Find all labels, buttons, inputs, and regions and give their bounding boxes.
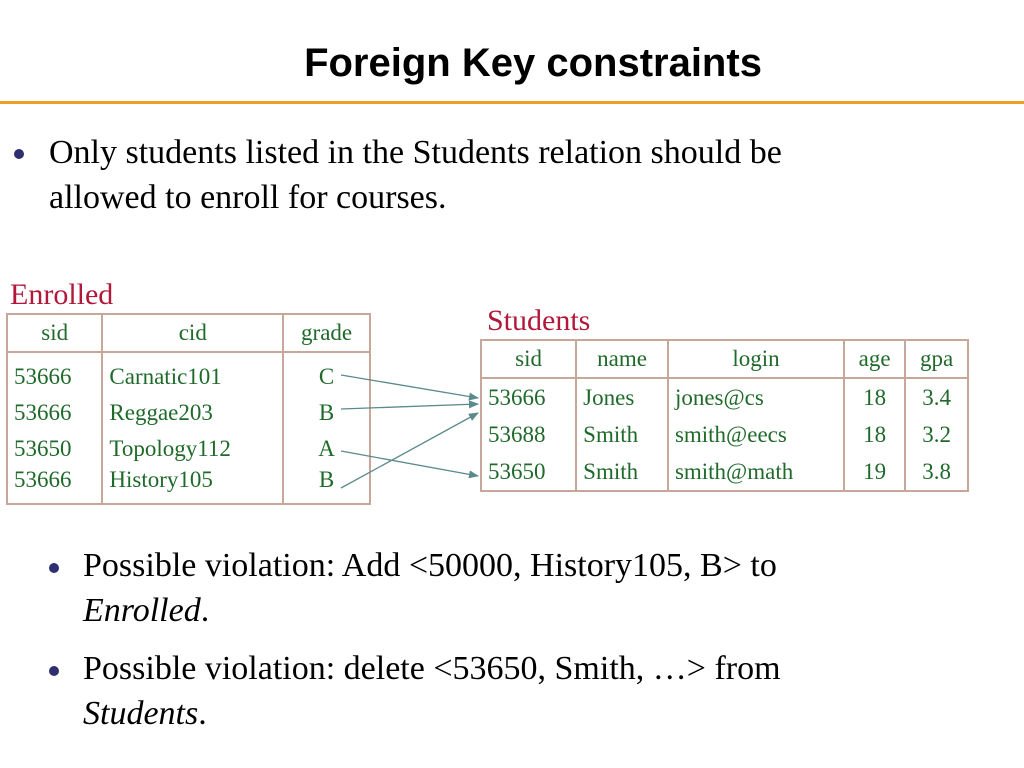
violation-2-tail: . <box>198 695 207 732</box>
students-age: 18 <box>844 378 905 416</box>
bullet-icon <box>14 149 24 159</box>
enrolled-cid: Topology112 <box>102 431 283 467</box>
enrolled-col-sid: sid <box>7 314 102 352</box>
table-row <box>481 453 968 491</box>
enrolled-grade: B <box>283 467 370 504</box>
students-age: 19 <box>844 453 905 491</box>
enrolled-cid: Carnatic101 <box>102 352 283 395</box>
students-col-sid: sid <box>481 340 576 378</box>
students-sid: 53650 <box>488 458 546 484</box>
violation-2-line-2 <box>83 691 781 736</box>
students-name: Smith <box>576 416 668 453</box>
students-header-row <box>481 340 968 378</box>
students-gpa: 3.2 <box>905 416 968 453</box>
students-gpa: 3.4 <box>905 378 968 416</box>
bullet-icon <box>49 563 59 573</box>
violation-1-tail: . <box>200 592 210 629</box>
students-sid: 53688 <box>488 421 546 447</box>
enrolled-sid: 53666 <box>14 400 72 425</box>
bullet-icon <box>49 666 59 676</box>
table-row <box>7 352 370 395</box>
table-row <box>481 378 968 416</box>
students-gpa: 3.8 <box>905 453 968 491</box>
enrolled-label: Enrolled <box>10 278 114 311</box>
enrolled-sid: 53666 <box>14 467 72 492</box>
students-col-login: login <box>668 340 844 378</box>
enrolled-header-row <box>7 314 370 352</box>
violation-1 <box>83 543 777 633</box>
table-row <box>7 467 370 504</box>
students-name: Smith <box>576 453 668 491</box>
intro-text <box>49 130 782 220</box>
slide-title: Foreign Key constraints <box>304 41 762 85</box>
students-table <box>480 339 969 492</box>
intro-line-2: allowed to enroll for courses. <box>49 179 447 216</box>
enrolled-sid: 53650 <box>14 436 72 461</box>
enrolled-grade: C <box>283 352 370 395</box>
enrolled-sid: 53666 <box>14 364 72 389</box>
students-login: jones@cs <box>668 378 844 416</box>
students-name: Jones <box>576 378 668 416</box>
violation-1-line-1: Possible violation: Add <50000, History105, B> to <box>83 547 777 584</box>
enrolled-grade: B <box>283 395 370 431</box>
table-row <box>7 395 370 431</box>
enrolled-cid: History105 <box>102 467 283 504</box>
students-label: Students <box>487 304 591 337</box>
table-row <box>481 416 968 453</box>
violation-2-relation: Students <box>83 695 199 732</box>
enrolled-grade: A <box>283 431 370 467</box>
enrolled-col-cid: cid <box>102 314 283 352</box>
enrolled-col-grade: grade <box>283 314 370 352</box>
students-age: 18 <box>844 416 905 453</box>
students-login: smith@math <box>668 453 844 491</box>
enrolled-cid: Reggae203 <box>102 395 283 431</box>
students-col-name: name <box>576 340 668 378</box>
enrolled-table <box>6 313 371 505</box>
title-divider <box>0 101 1024 104</box>
students-col-gpa: gpa <box>905 340 968 378</box>
violation-2-line-1: Possible violation: delete <53650, Smith, …> from <box>83 650 781 687</box>
violation-1-line-2 <box>83 588 777 633</box>
students-sid: 53666 <box>488 384 546 410</box>
students-col-age: age <box>844 340 905 378</box>
intro-line-1: Only students listed in the Students relation should be <box>49 134 782 171</box>
violation-2 <box>83 646 781 736</box>
table-row <box>7 431 370 467</box>
violation-1-relation: Enrolled <box>83 592 201 629</box>
students-login: smith@eecs <box>668 416 844 453</box>
